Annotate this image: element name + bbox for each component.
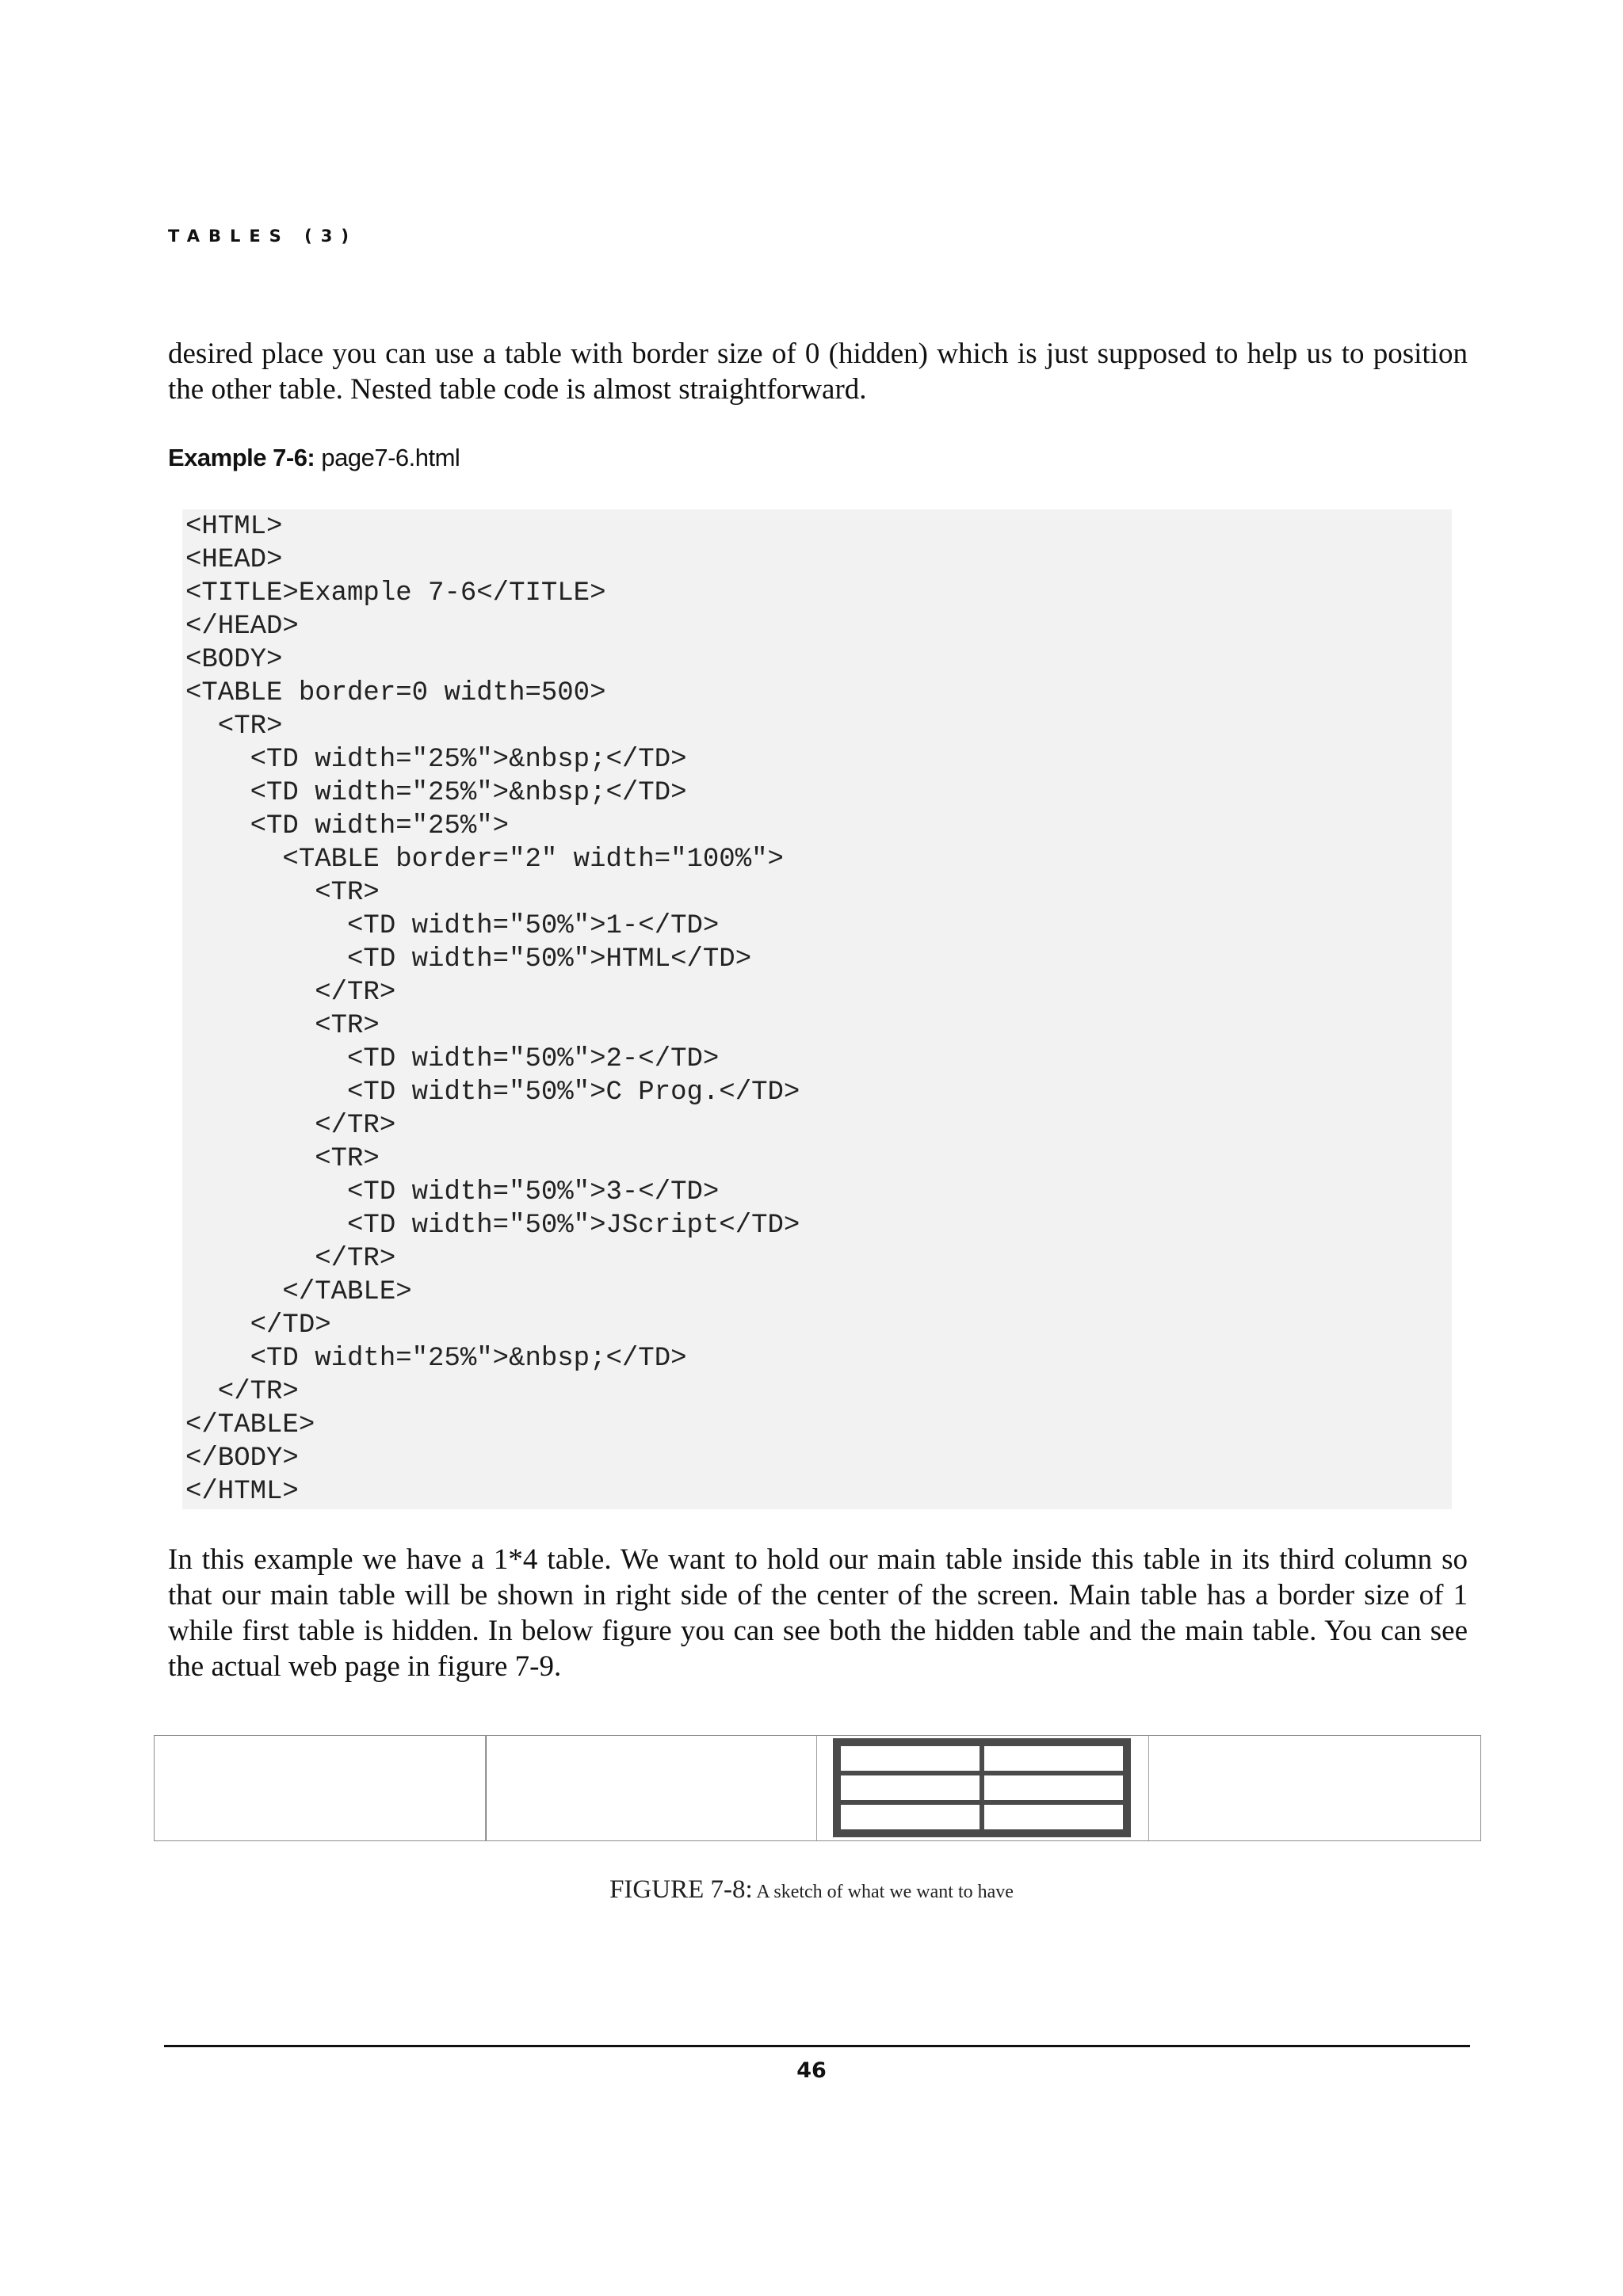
code-line: <TD width="50%">JScript</TD> [185,1211,800,1241]
intro-paragraph: desired place you can use a table with border size of 0 (hidden) which is just supposed to help us to position the other table. Nested table code is almost straightforward. [168,338,1468,406]
main-table-cell [984,1746,1123,1771]
code-line: </BODY> [185,1444,299,1474]
main-table-cell [841,1775,980,1800]
main-table-cell [841,1805,980,1829]
example-number: Example 7-6: [168,444,315,471]
footer-rule [164,2045,1470,2047]
code-line: </HEAD> [185,612,299,642]
main-table-sketch [833,1738,1131,1837]
code-line: <TD width="50%">HTML</TD> [185,944,752,974]
code-line: <TD width="50%">C Prog.</TD> [185,1077,800,1108]
main-table-cell [984,1805,1123,1829]
figure-caption [0,1875,1623,1905]
code-line: <TD width="25%">&nbsp;</TD> [185,745,687,775]
code-line: <TABLE border=0 width=500> [185,678,606,708]
code-line: <TD width="50%">1-</TD> [185,911,720,941]
figure-caption-label: FIGURE 7-8: [609,1875,753,1904]
code-line: <TD width="25%"> [185,811,510,841]
code-line: </TR> [185,978,396,1008]
code-line: <TD width="50%">2-</TD> [185,1044,720,1074]
hidden-table-cell-2 [486,1736,817,1840]
code-line: </TABLE> [185,1277,412,1307]
code-line: </TD> [185,1310,331,1341]
code-line: <TD width="25%">&nbsp;</TD> [185,778,687,808]
main-table-cell [841,1746,980,1771]
figure-caption-text: A sketch of what we want to have [752,1882,1014,1902]
code-line: <BODY> [185,645,283,675]
code-line: </HTML> [185,1477,299,1507]
code-line: <TD width="25%">&nbsp;</TD> [185,1344,687,1374]
code-line: <TR> [185,878,380,908]
code-line: </TABLE> [185,1410,315,1440]
code-lines [185,509,1452,1508]
main-table-cell [984,1775,1123,1800]
code-line: <TD width="50%">3-</TD> [185,1177,720,1207]
code-line: <TR> [185,1011,380,1041]
code-line: <HTML> [185,512,283,542]
figure-table-sketch [154,1735,1481,1841]
code-line: </TR> [185,1244,396,1274]
hidden-table-cell-1 [155,1736,486,1840]
code-line: <TR> [185,711,283,742]
page-number: 46 [796,2058,827,2083]
running-header: TABLES (3) [168,227,357,246]
hidden-table-cell-4 [1149,1736,1480,1840]
example-filename: page7-6.html [315,444,460,471]
code-line: <TABLE border="2" width="100%"> [185,845,784,875]
code-listing [182,509,1452,1509]
hidden-table-cell-3 [817,1736,1149,1840]
example-label [168,444,460,472]
code-line: <TITLE>Example 7-6</TITLE> [185,578,606,608]
code-line: <TR> [185,1144,380,1174]
code-line: </TR> [185,1377,299,1407]
code-line: </TR> [185,1111,396,1141]
code-line: <HEAD> [185,545,283,575]
explanation-paragraph: In this example we have a 1*4 table. We want to hold our main table inside this table in its third column so that our main table will be shown in right side of the center of the screen. Main table has a border size of 1 while first table is hidden. In below figure you can see both the hidden table and the main table. You can see the actual web page in figure 7-9. [168,1543,1468,1683]
